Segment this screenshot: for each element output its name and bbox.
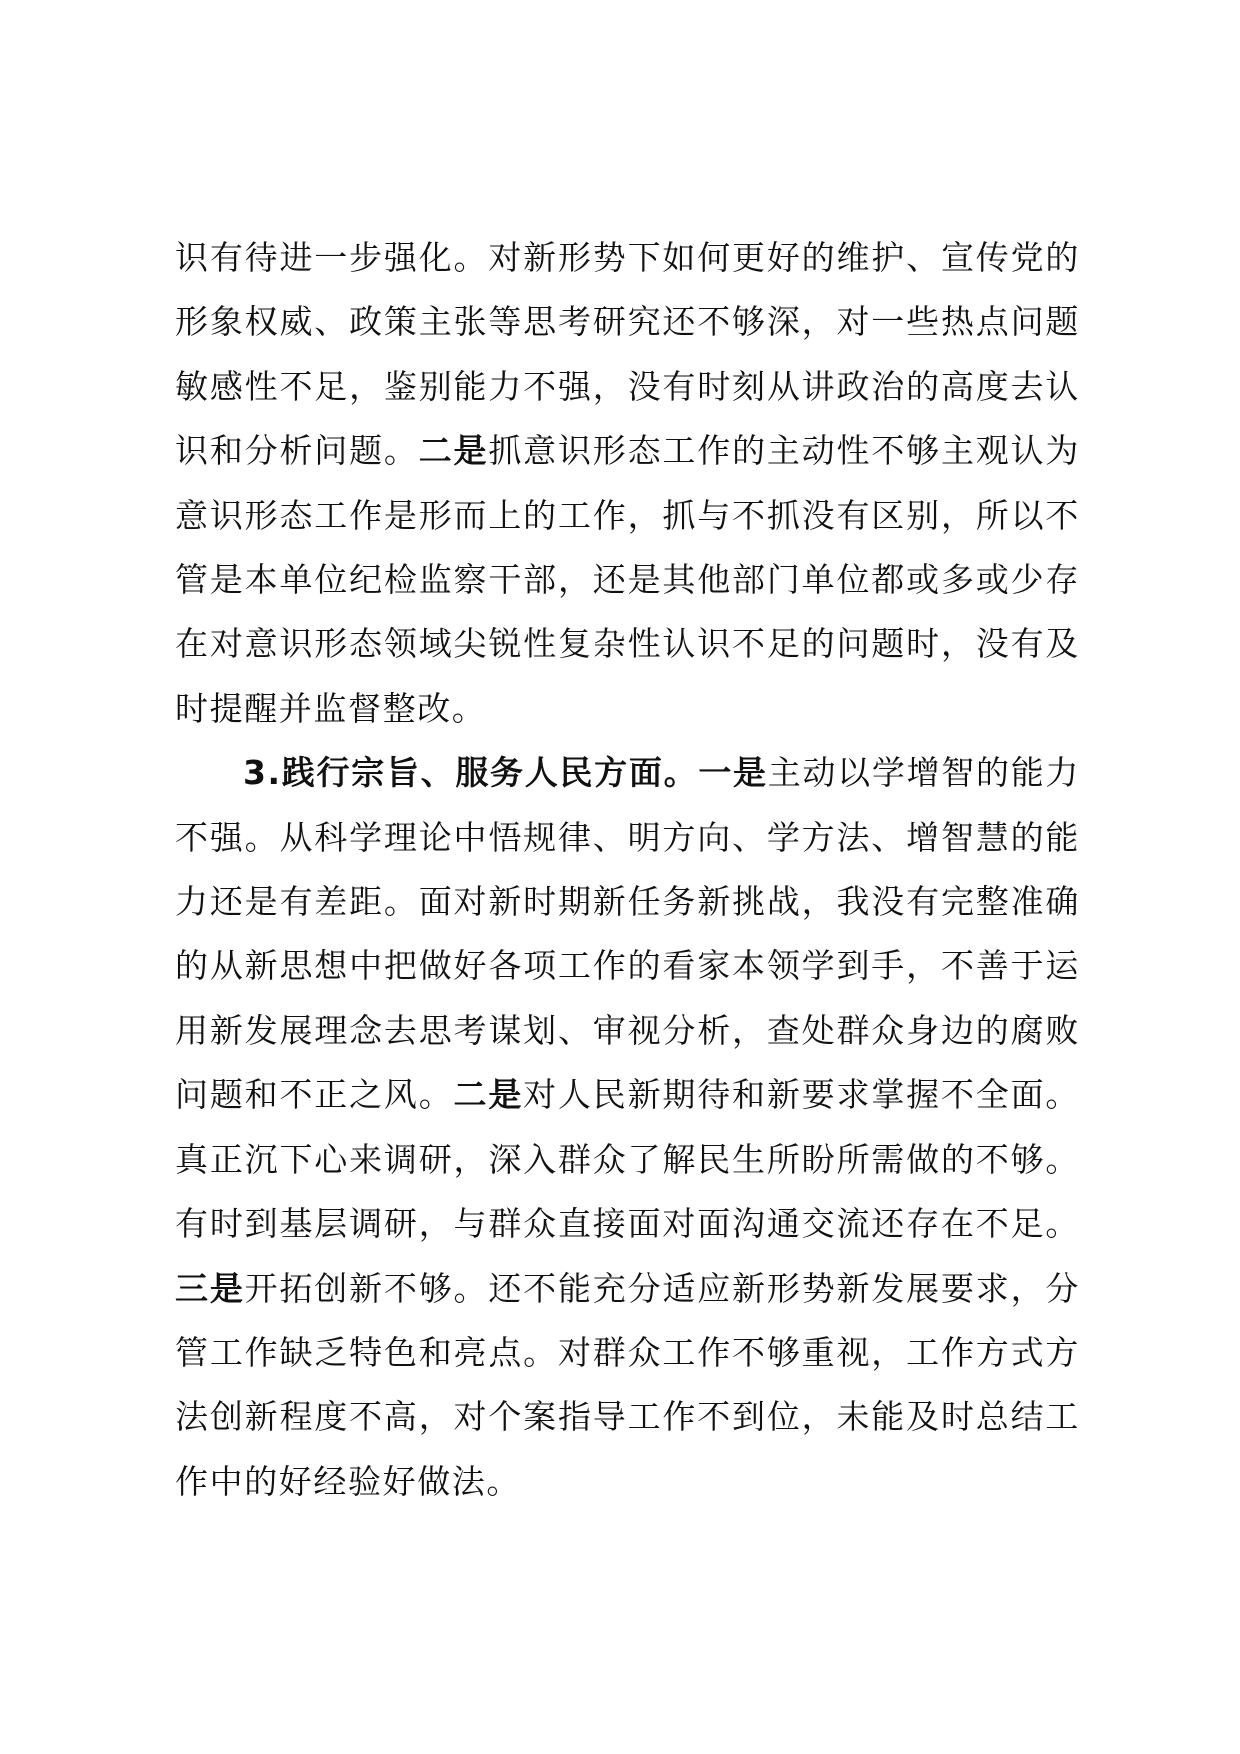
bold-marker-first: 一是	[698, 753, 768, 793]
paragraph-ideology-continued	[175, 226, 1080, 741]
document-body	[175, 226, 1080, 1514]
text-segment: 对人民新期待和新要求掌握不全面。真正沉下心来调研，深入群众了解民生所盼所需做的不够。有时到基层调研，与群众直接面对面沟通交流还存在不足。	[175, 1075, 1080, 1244]
bold-marker-third: 三是	[175, 1268, 245, 1308]
text-segment: 抓意识形态工作的主动性不够主观认为意识形态工作是形而上的工作，抓与不抓没有区别，所以不管是本单位纪检监察干部，还是其他部门单位都或多或少存在对意识形态领域尖锐性复杂性认识不足的问题时，没有及时提醒并监督整改。	[175, 431, 1081, 728]
bold-marker-second: 二是	[418, 431, 489, 471]
text-segment: 开拓创新不够。还不能充分适应新形势新发展要求，分管工作缺乏特色和亮点。对群众工作不够重视，工作方式方法创新程度不高，对个案指导工作不到位，未能及时总结工作中的好经验好做法。	[175, 1268, 1080, 1501]
bold-marker-second: 二是	[453, 1075, 524, 1115]
text-segment: 识有待进一步强化。对新形势下如何更好的维护、宣传党的形象权威、政策主张等思考研究还不够深，对一些热点问题敏感性不足，鉴别能力不强，没有时刻从讲政治的高度去认识和分析问题。	[175, 238, 1080, 471]
paragraph-serve-people	[175, 741, 1080, 1514]
section-heading: 3.践行宗旨、服务人民方面。	[243, 753, 699, 793]
text-segment: 主动以学增智的能力不强。从科学理论中悟规律、明方向、学方法、增智慧的能力还是有差距。面对新时期新任务新挑战，我没有完整准确的从新思想中把做好各项工作的看家本领学到手，不善于运用新发展理念去思考谋划、审视分析，查处群众身边的腐败问题和不正之风。	[175, 753, 1080, 1115]
